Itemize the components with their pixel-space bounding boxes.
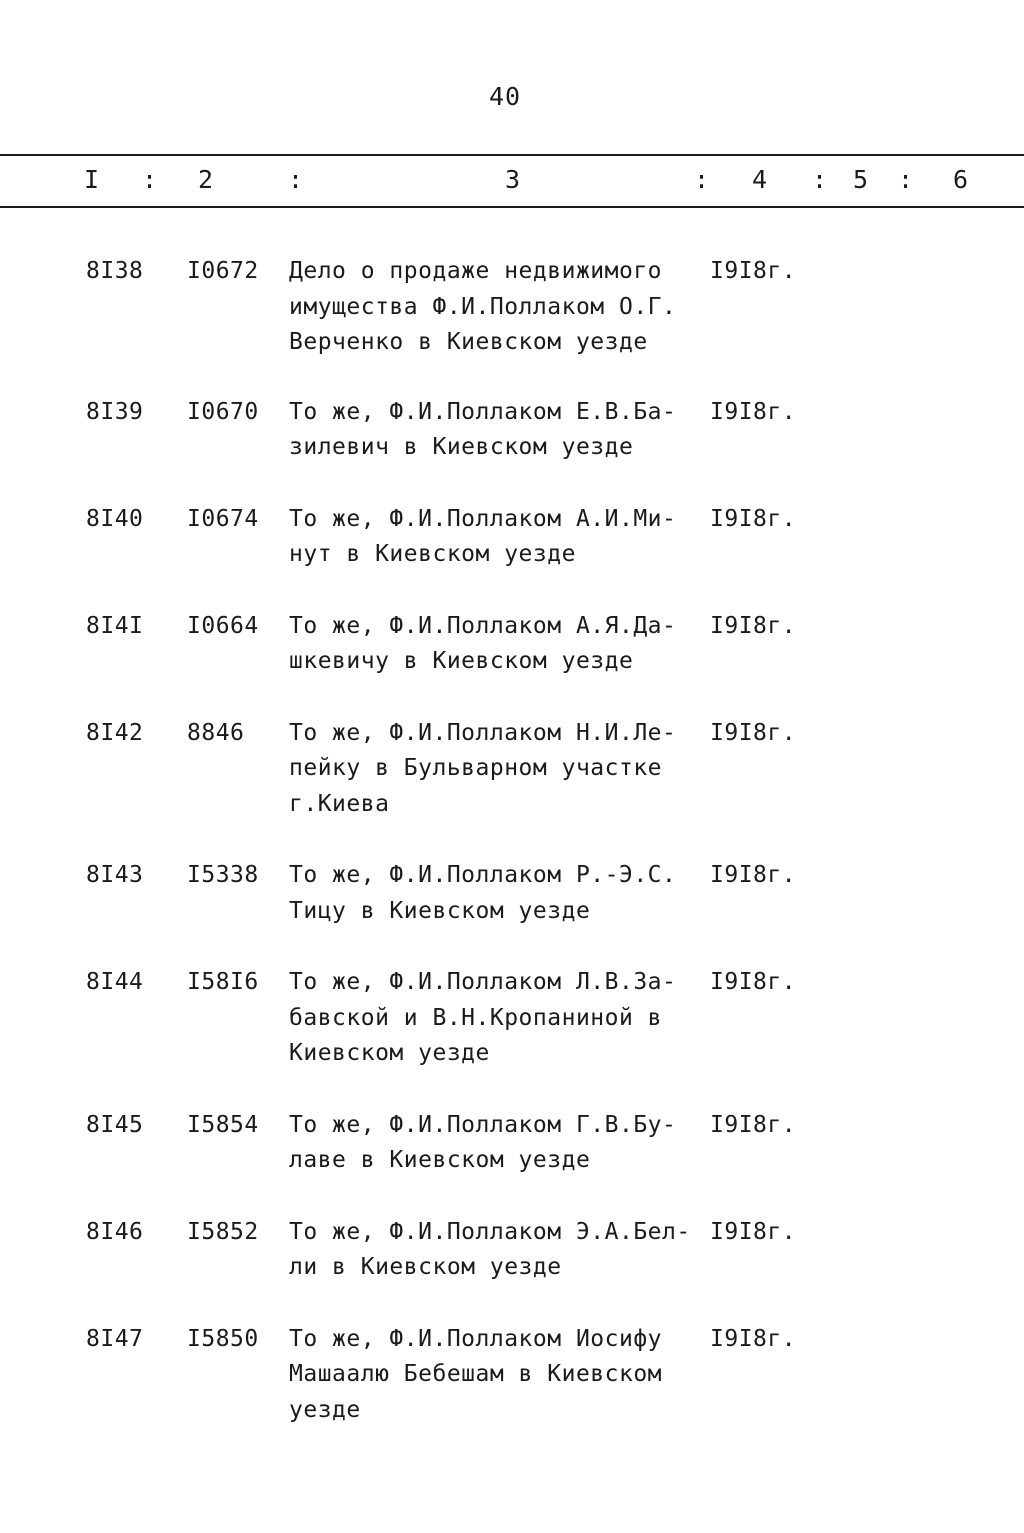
case-title-line: Машаалю Бебешам в Киевском [289, 1361, 663, 1387]
table-row [0, 609, 1024, 680]
table-row [0, 254, 1024, 361]
archive-code: I0674 [187, 505, 259, 532]
archive-code: I5338 [187, 862, 259, 888]
column-separator: : [898, 165, 914, 194]
case-title-line: Киевском уезде [289, 1040, 490, 1066]
case-title-line: То же, Ф.И.Поллаком Н.И.Ле- [289, 719, 677, 746]
case-title [289, 716, 709, 823]
row-number: 8I40 [86, 505, 144, 532]
column-header-2: 2 [198, 165, 214, 194]
case-title [289, 1322, 709, 1429]
archive-code: 8846 [187, 719, 245, 746]
row-number: 8I47 [86, 1325, 144, 1352]
column-separator: : [288, 165, 304, 194]
inventory-table-body [0, 254, 1024, 1428]
column-header-6: 6 [953, 165, 969, 194]
case-title-line: нут в Киевском уезде [289, 541, 576, 567]
case-title-line: Верченко в Киевском уезде [289, 329, 648, 355]
table-row [0, 1322, 1024, 1429]
case-title-line: То же, Ф.И.Поллаком А.И.Ми- [289, 505, 677, 532]
row-number: 8I38 [86, 258, 144, 284]
case-title [289, 858, 709, 929]
case-date: I9I8г. [710, 1111, 797, 1138]
case-title-line: г.Киева [289, 790, 390, 817]
case-title-line: То же, Ф.И.Поллаком Иосифу [289, 1325, 663, 1352]
case-title-line: То же, Ф.И.Поллаком Э.А.Бел- [289, 1218, 691, 1245]
case-title-line: ли в Киевском уезде [289, 1254, 562, 1280]
archive-code: I5854 [187, 1111, 259, 1138]
case-date: I9I8г. [710, 258, 797, 284]
case-title-line: пейку в Бульварном участке [289, 755, 663, 781]
column-separator: : [812, 165, 828, 194]
column-header-3: 3 [505, 165, 521, 194]
case-title [289, 502, 709, 573]
case-title-line: зилевич в Киевском уезде [289, 434, 634, 460]
case-title-line: Тицу в Киевском уезде [289, 897, 591, 924]
case-title [289, 1215, 709, 1286]
column-separator: : [694, 165, 710, 194]
case-date: I9I8г. [710, 505, 797, 532]
archive-code: I5850 [187, 1325, 259, 1352]
archive-code: I58I6 [187, 969, 259, 995]
case-title-line: бавской и В.Н.Кропаниной в [289, 1004, 663, 1031]
case-title-line: То же, Ф.И.Поллаком Р.-Э.С. [289, 862, 677, 888]
archive-code: I0670 [187, 398, 259, 425]
case-title [289, 395, 709, 466]
case-title [289, 965, 709, 1072]
row-number: 8I42 [86, 719, 144, 746]
case-date: I9I8г. [710, 1218, 797, 1245]
row-number: 8I46 [86, 1218, 144, 1245]
case-date: I9I8г. [710, 612, 797, 639]
row-number: 8I44 [86, 969, 144, 995]
column-header-1: I [84, 165, 100, 194]
table-row [0, 1108, 1024, 1179]
column-separator: : [142, 165, 158, 194]
case-title [289, 1108, 709, 1179]
case-title [289, 609, 709, 680]
table-row [0, 502, 1024, 573]
case-date: I9I8г. [710, 862, 797, 888]
case-title-line: То же, Ф.И.Поллаком Г.В.Бу- [289, 1111, 677, 1138]
column-header-band [0, 154, 1024, 208]
row-number: 8I45 [86, 1111, 144, 1138]
case-title-line: То же, Ф.И.Поллаком А.Я.Да- [289, 612, 677, 639]
case-date: I9I8г. [710, 719, 797, 746]
case-title-line: Дело о продаже недвижимого [289, 258, 663, 284]
case-title-line: шкевичу в Киевском уезде [289, 648, 634, 674]
case-date: I9I8г. [710, 398, 797, 425]
table-row [0, 395, 1024, 466]
archive-code: I0672 [187, 258, 259, 284]
case-title-line: имущества Ф.И.Поллаком О.Г. [289, 293, 677, 320]
table-row [0, 965, 1024, 1072]
case-date: I9I8г. [710, 969, 797, 995]
case-title-line: То же, Ф.И.Поллаком Е.В.Ба- [289, 398, 677, 425]
case-title [289, 254, 709, 361]
table-row [0, 1215, 1024, 1286]
case-title-line: уезде [289, 1396, 361, 1423]
column-header-5: 5 [853, 165, 869, 194]
page-number: 40 [488, 82, 522, 111]
case-title-line: То же, Ф.И.Поллаком Л.В.За- [289, 969, 677, 995]
column-header-4: 4 [752, 165, 768, 194]
case-date: I9I8г. [710, 1325, 797, 1352]
row-number: 8I4I [86, 612, 144, 639]
row-number: 8I39 [86, 398, 144, 425]
row-number: 8I43 [86, 862, 144, 888]
archive-code: I5852 [187, 1218, 259, 1245]
archive-code: I0664 [187, 612, 259, 639]
case-title-line: лаве в Киевском уезде [289, 1147, 591, 1173]
table-row [0, 858, 1024, 929]
table-row [0, 716, 1024, 823]
